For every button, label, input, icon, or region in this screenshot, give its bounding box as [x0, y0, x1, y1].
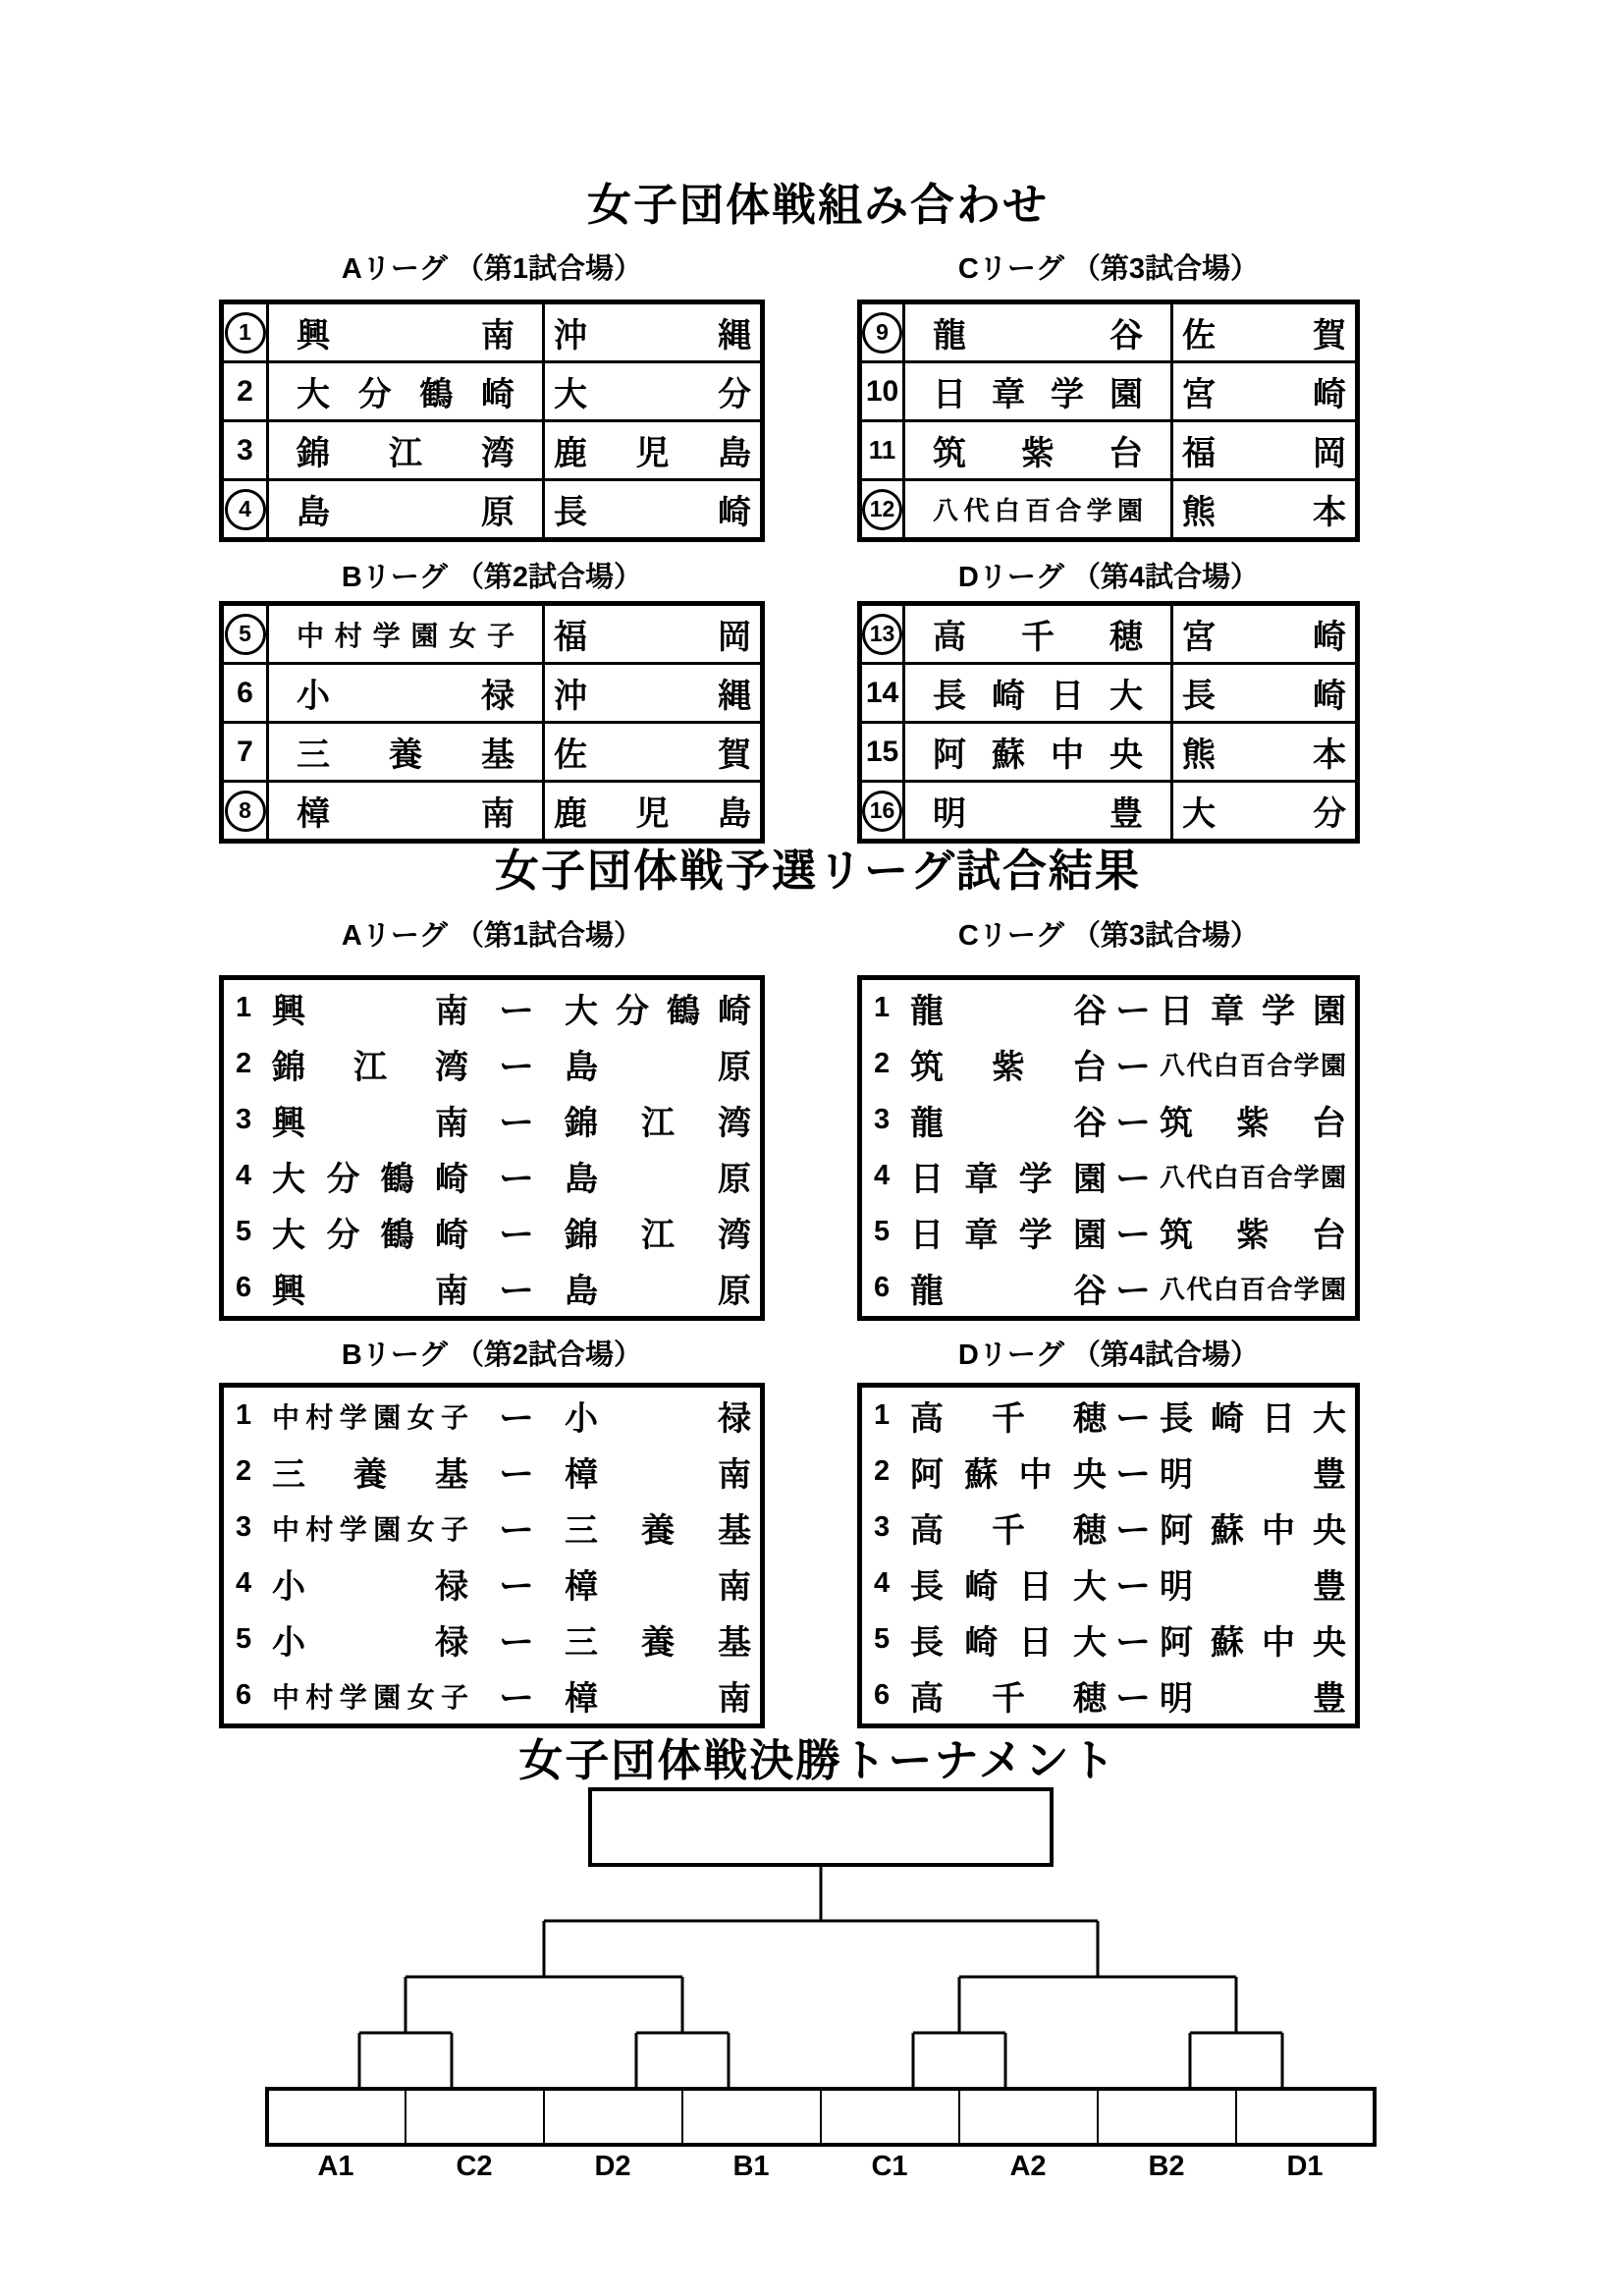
- seed-number: 1: [224, 304, 269, 360]
- slot-label-b2: B2: [1148, 2151, 1185, 2182]
- match-number: 6: [874, 1679, 891, 1711]
- result-row: [862, 1667, 1355, 1723]
- prefecture: 福 岡: [1182, 435, 1346, 472]
- league-d-results-header: Dリーグ （第4試合場）: [957, 1339, 1260, 1371]
- right-team: 八 代 白 百 合 学 園: [1160, 1275, 1346, 1304]
- match-number: 3: [874, 1104, 891, 1135]
- left-team: 中 村 学 園 女 子: [272, 1401, 468, 1433]
- right-team: 三 養 基: [565, 1624, 751, 1662]
- left-team: 龍 谷: [910, 1105, 1107, 1142]
- prefecture: 佐 賀: [1182, 317, 1346, 355]
- vs-dash: ー: [1114, 1509, 1151, 1550]
- left-team: 興 南: [272, 993, 468, 1030]
- vs-dash: ー: [1114, 990, 1151, 1030]
- match-number: 3: [236, 1104, 252, 1135]
- league-c-results-table: [857, 975, 1360, 1321]
- result-row: [862, 1612, 1355, 1667]
- vs-dash: ー: [1114, 1158, 1151, 1198]
- left-team: 日 章 学 園: [910, 1161, 1107, 1198]
- pairing-row: [862, 721, 1355, 780]
- result-row: [224, 1148, 760, 1204]
- team-name: 樟 南: [269, 783, 545, 839]
- team-name: 小 禄: [269, 665, 545, 721]
- right-team: 島 原: [565, 1161, 751, 1198]
- seed-number: 9: [862, 304, 905, 360]
- match-number: 2: [874, 1048, 891, 1079]
- bracket-title: 女子団体戦決勝トーナメント: [518, 1735, 1117, 1785]
- right-team: 明 豊: [1160, 1456, 1346, 1494]
- left-team: 日 章 学 園: [910, 1217, 1107, 1254]
- vs-dash: ー: [498, 1397, 534, 1438]
- league-d-pairing-table: [857, 601, 1360, 844]
- seed-number: 10: [862, 363, 905, 419]
- vs-dash: ー: [498, 1102, 534, 1142]
- match-number: 1: [874, 992, 891, 1023]
- right-team: 大 分 鶴 崎: [565, 993, 751, 1030]
- match-number: 4: [236, 1567, 252, 1599]
- left-team: 錦 江 湾: [272, 1049, 468, 1086]
- pairings-title: 女子団体戦組み合わせ: [586, 180, 1049, 230]
- match-number: 4: [236, 1160, 252, 1191]
- prefecture: 熊 本: [1182, 494, 1346, 531]
- match-number: 5: [874, 1216, 891, 1247]
- left-team: 小 禄: [272, 1624, 468, 1662]
- league-a-results-table: [219, 975, 765, 1321]
- team-name: 明 豊: [905, 783, 1173, 839]
- match-number: 1: [236, 992, 252, 1023]
- slot-label-a1: A1: [317, 2151, 354, 2182]
- right-team: 日 章 学 園: [1160, 993, 1346, 1030]
- vs-dash: ー: [1114, 1270, 1151, 1310]
- seed-number: 15: [862, 724, 905, 780]
- right-team: 阿 蘇 中 央: [1160, 1624, 1346, 1662]
- right-team: 明 豊: [1160, 1568, 1346, 1606]
- vs-dash: ー: [498, 1677, 534, 1718]
- vs-dash: ー: [498, 1453, 534, 1494]
- result-row: [224, 1036, 760, 1092]
- result-row: [862, 1148, 1355, 1204]
- league-d-pairing-header: Dリーグ （第4試合場）: [957, 562, 1260, 593]
- result-row: [862, 1036, 1355, 1092]
- results-title: 女子団体戦予選リーグ試合結果: [494, 846, 1141, 896]
- result-row: [224, 1204, 760, 1260]
- team-name: 錦 江 湾: [269, 422, 545, 478]
- seed-number: 3: [224, 422, 269, 478]
- result-row: [224, 1388, 760, 1444]
- match-number: 2: [236, 1455, 252, 1487]
- league-b-pairing-table: [219, 601, 765, 844]
- result-row: [224, 980, 760, 1036]
- prefecture: 大 分: [554, 376, 751, 413]
- vs-dash: ー: [1114, 1102, 1151, 1142]
- left-team: 長 崎 日 大: [910, 1624, 1107, 1662]
- right-team: 樟 南: [565, 1680, 751, 1718]
- right-team: 明 豊: [1160, 1680, 1346, 1718]
- seed-number: 4: [224, 481, 269, 537]
- right-team: 小 禄: [565, 1400, 751, 1438]
- team-name: 龍 谷: [905, 304, 1173, 360]
- result-row: [224, 1612, 760, 1667]
- left-team: 長 崎 日 大: [910, 1568, 1107, 1606]
- vs-dash: ー: [498, 1621, 534, 1662]
- match-number: 6: [874, 1272, 891, 1303]
- right-team: 阿 蘇 中 央: [1160, 1512, 1346, 1550]
- pairing-row: [862, 662, 1355, 721]
- team-name: 大 分 鶴 崎: [269, 363, 545, 419]
- left-team: 龍 谷: [910, 993, 1107, 1030]
- result-row: [224, 1500, 760, 1556]
- vs-dash: ー: [1114, 1453, 1151, 1494]
- left-team: 小 禄: [272, 1568, 468, 1606]
- left-team: 筑 紫 台: [910, 1049, 1107, 1086]
- seed-number: 5: [224, 606, 269, 662]
- pairing-row: [224, 360, 760, 419]
- prefecture: 鹿 児 島: [554, 435, 751, 472]
- vs-dash: ー: [1114, 1565, 1151, 1606]
- slot-label-b1: B1: [732, 2151, 770, 2182]
- right-team: 筑 紫 台: [1160, 1217, 1346, 1254]
- prefecture: 宮 崎: [1182, 619, 1346, 656]
- result-row: [862, 980, 1355, 1036]
- team-name: 高 千 穂: [905, 606, 1173, 662]
- vs-dash: ー: [498, 1046, 534, 1086]
- slot-label-c1: C1: [871, 2151, 908, 2182]
- prefecture: 熊 本: [1182, 737, 1346, 774]
- league-a-pairing-table: [219, 300, 765, 542]
- team-name: 筑 紫 台: [905, 422, 1173, 478]
- right-team: 樟 南: [565, 1568, 751, 1606]
- result-row: [224, 1260, 760, 1316]
- vs-dash: ー: [498, 1509, 534, 1550]
- vs-dash: ー: [1114, 1621, 1151, 1662]
- match-number: 4: [874, 1160, 891, 1191]
- pairing-row: [862, 478, 1355, 537]
- seed-number: 8: [224, 783, 269, 839]
- prefecture: 大 分: [1182, 795, 1346, 833]
- result-row: [224, 1092, 760, 1148]
- result-row: [862, 1444, 1355, 1500]
- slot-label-d1: D1: [1286, 2151, 1324, 2182]
- vs-dash: ー: [1114, 1677, 1151, 1718]
- team-name: 長 崎 日 大: [905, 665, 1173, 721]
- match-number: 6: [236, 1679, 252, 1711]
- league-c-pairing-header: Cリーグ （第3試合場）: [957, 253, 1260, 285]
- left-team: 大 分 鶴 崎: [272, 1161, 468, 1198]
- pairing-row: [224, 780, 760, 839]
- result-row: [224, 1444, 760, 1500]
- prefecture: 鹿 児 島: [554, 795, 751, 833]
- team-name: 阿 蘇 中 央: [905, 724, 1173, 780]
- match-number: 1: [236, 1399, 252, 1431]
- vs-dash: ー: [498, 990, 534, 1030]
- match-number: 1: [874, 1399, 891, 1431]
- left-team: 三 養 基: [272, 1456, 468, 1494]
- pairing-row: [224, 721, 760, 780]
- right-team: 筑 紫 台: [1160, 1105, 1346, 1142]
- match-number: 5: [874, 1623, 891, 1655]
- pairing-row: [862, 304, 1355, 360]
- pairing-row: [862, 419, 1355, 478]
- prefecture: 長 崎: [554, 494, 751, 531]
- pairing-row: [862, 780, 1355, 839]
- result-row: [862, 1092, 1355, 1148]
- left-team: 中 村 学 園 女 子: [272, 1681, 468, 1713]
- result-row: [862, 1500, 1355, 1556]
- pairing-row: [224, 662, 760, 721]
- league-c-pairing-table: [857, 300, 1360, 542]
- right-team: 樟 南: [565, 1456, 751, 1494]
- left-team: 高 千 穂: [910, 1400, 1107, 1438]
- pairing-row: [862, 606, 1355, 662]
- match-number: 2: [874, 1455, 891, 1487]
- match-number: 3: [874, 1511, 891, 1543]
- right-team: 三 養 基: [565, 1512, 751, 1550]
- vs-dash: ー: [498, 1158, 534, 1198]
- match-number: 6: [236, 1272, 252, 1303]
- team-name: 八 代 白 百 合 学 園: [905, 481, 1173, 537]
- pairing-row: [224, 478, 760, 537]
- match-number: 2: [236, 1048, 252, 1079]
- slot-label-c2: C2: [456, 2151, 493, 2182]
- vs-dash: ー: [498, 1214, 534, 1254]
- left-team: 興 南: [272, 1105, 468, 1142]
- right-team: 錦 江 湾: [565, 1105, 751, 1142]
- seed-number: 6: [224, 665, 269, 721]
- vs-dash: ー: [498, 1565, 534, 1606]
- vs-dash: ー: [498, 1270, 534, 1310]
- league-b-pairing-header: Bリーグ （第2試合場）: [341, 562, 643, 593]
- team-name: 三 養 基: [269, 724, 545, 780]
- right-team: 八 代 白 百 合 学 園: [1160, 1163, 1346, 1192]
- seed-number: 11: [862, 422, 905, 478]
- left-team: 興 南: [272, 1273, 468, 1310]
- league-b-results-table: [219, 1383, 765, 1728]
- left-team: 龍 谷: [910, 1273, 1107, 1310]
- league-d-results-table: [857, 1383, 1360, 1728]
- right-team: 島 原: [565, 1273, 751, 1310]
- seed-number: 14: [862, 665, 905, 721]
- seed-number: 13: [862, 606, 905, 662]
- pairing-row: [224, 304, 760, 360]
- result-row: [862, 1204, 1355, 1260]
- team-name: 島 原: [269, 481, 545, 537]
- prefecture: 福 岡: [554, 619, 751, 656]
- prefecture: 沖 縄: [554, 678, 751, 715]
- result-row: [224, 1667, 760, 1723]
- pairing-row: [224, 606, 760, 662]
- slot-label-a2: A2: [1009, 2151, 1047, 2182]
- slot-label-d2: D2: [594, 2151, 631, 2182]
- right-team: 島 原: [565, 1049, 751, 1086]
- result-row: [224, 1556, 760, 1612]
- seed-number: 12: [862, 481, 905, 537]
- right-team: 八 代 白 百 合 学 園: [1160, 1051, 1346, 1080]
- result-row: [862, 1260, 1355, 1316]
- right-team: 錦 江 湾: [565, 1217, 751, 1254]
- left-team: 大 分 鶴 崎: [272, 1217, 468, 1254]
- champion-box: [590, 1789, 1052, 1865]
- league-b-results-header: Bリーグ （第2試合場）: [341, 1339, 643, 1371]
- seed-number: 16: [862, 783, 905, 839]
- left-team: 高 千 穂: [910, 1512, 1107, 1550]
- league-c-results-header: Cリーグ （第3試合場）: [957, 920, 1260, 952]
- result-row: [862, 1556, 1355, 1612]
- league-a-pairing-header: Aリーグ （第1試合場）: [341, 253, 643, 285]
- pairing-row: [224, 419, 760, 478]
- left-team: 中 村 学 園 女 子: [272, 1513, 468, 1545]
- team-name: 興 南: [269, 304, 545, 360]
- result-row: [862, 1388, 1355, 1444]
- league-a-results-header: Aリーグ （第1試合場）: [341, 920, 643, 952]
- vs-dash: ー: [1114, 1214, 1151, 1254]
- left-team: 阿 蘇 中 央: [910, 1456, 1107, 1494]
- vs-dash: ー: [1114, 1046, 1151, 1086]
- right-team: 長 崎 日 大: [1160, 1400, 1346, 1438]
- prefecture: 宮 崎: [1182, 376, 1346, 413]
- match-number: 5: [236, 1216, 252, 1247]
- match-number: 5: [236, 1623, 252, 1655]
- pairing-row: [862, 360, 1355, 419]
- prefecture: 沖 縄: [554, 317, 751, 355]
- team-name: 日 章 学 園: [905, 363, 1173, 419]
- prefecture: 長 崎: [1182, 678, 1346, 715]
- match-number: 3: [236, 1511, 252, 1543]
- left-team: 高 千 穂: [910, 1680, 1107, 1718]
- prefecture: 佐 賀: [554, 737, 751, 774]
- match-number: 4: [874, 1567, 891, 1599]
- team-name: 中 村 学 園 女 子: [269, 606, 545, 662]
- seed-number: 7: [224, 724, 269, 780]
- seed-number: 2: [224, 363, 269, 419]
- vs-dash: ー: [1114, 1397, 1151, 1438]
